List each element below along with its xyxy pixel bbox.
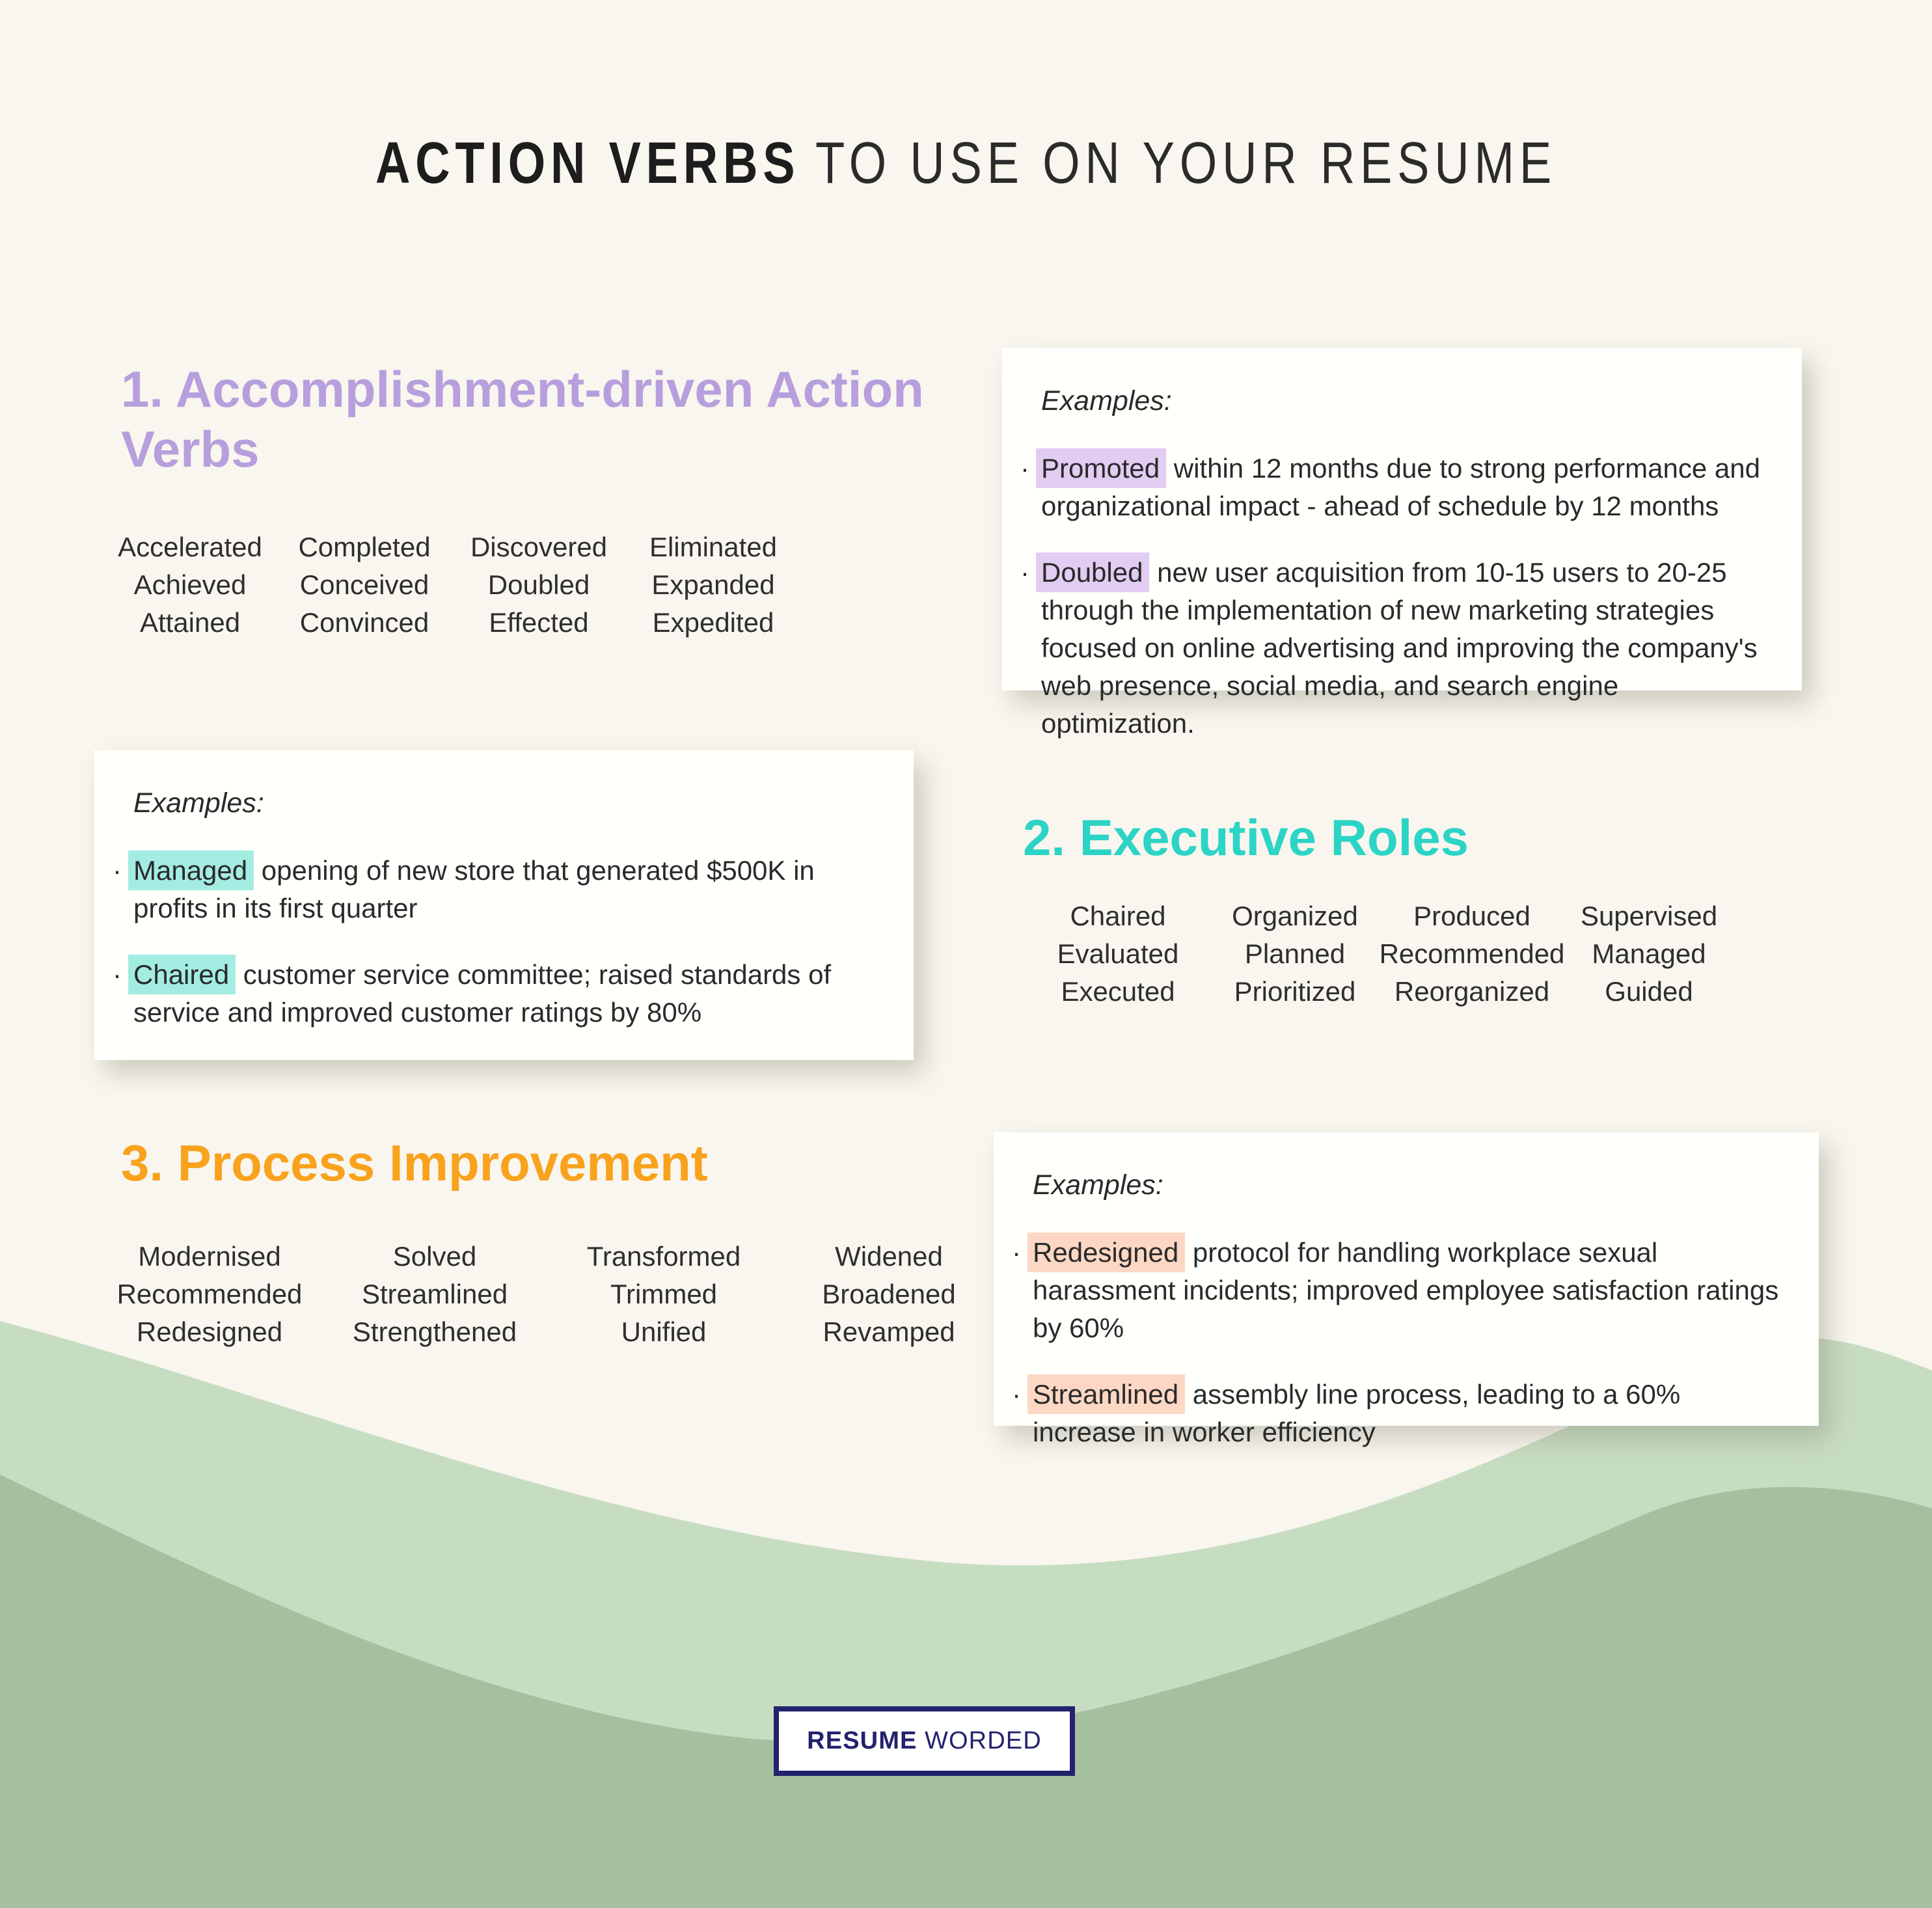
brand-name-light: WORDED <box>924 1727 1042 1754</box>
example-text: new user acquisition from 10-15 users to 20-25 through the implementation of new marketing strategies focused on online advertising and improving the company's web presence, social media, and search engine optimization. <box>1041 557 1758 739</box>
highlighted-verb: Streamlined <box>1027 1374 1185 1414</box>
highlighted-verb: Chaired <box>128 955 236 994</box>
verb: Executed <box>1061 976 1175 1007</box>
highlighted-verb: Managed <box>128 851 254 890</box>
highlighted-verb: Doubled <box>1036 552 1149 592</box>
example-text: protocol for handling workplace sexual harassment incidents; improved employee satisfaction ratings by 60% <box>1033 1237 1779 1343</box>
verb: Accelerated <box>118 532 262 562</box>
verb: Discovered <box>470 532 608 562</box>
examples-label: Examples: <box>1041 385 1172 416</box>
example-bullet <box>1033 1234 1782 1347</box>
example-bullet <box>1041 554 1765 743</box>
verb: Solved <box>392 1241 477 1272</box>
section2-heading-line1: 2. Executive Roles <box>1023 809 1469 866</box>
verb-column <box>549 1238 778 1351</box>
verb: Evaluated <box>1057 938 1179 969</box>
verb-column <box>1206 897 1383 1011</box>
verb: Guided <box>1605 976 1693 1007</box>
verb: Prioritized <box>1234 976 1356 1007</box>
verb: Reorganized <box>1394 976 1550 1007</box>
verb: Unified <box>621 1316 707 1347</box>
brand-name-bold: RESUME <box>807 1727 918 1754</box>
example-bullet <box>1033 1376 1782 1451</box>
verb: Revamped <box>823 1316 955 1347</box>
example-text: within 12 months due to strong performance and organizational impact - ahead of schedule by 12 months <box>1041 453 1760 521</box>
verb: Recommended <box>1379 938 1565 969</box>
verb: Streamlined <box>361 1279 508 1309</box>
verb: Planned <box>1244 938 1346 969</box>
verb: Eliminated <box>649 532 778 562</box>
examples-label: Examples: <box>1033 1169 1163 1201</box>
verb: Strengthened <box>352 1316 517 1347</box>
verb: Redesigned <box>136 1316 283 1347</box>
verb: Produced <box>1413 901 1531 931</box>
verb: Transformed <box>586 1241 741 1272</box>
example-bullet <box>133 956 877 1031</box>
verb: Completed <box>298 532 431 562</box>
examples-card-managed <box>94 750 914 1060</box>
verb: Trimmed <box>610 1279 718 1309</box>
verb-column <box>277 528 452 642</box>
example-text: assembly line process, leading to a 60% increase in worker efficiency <box>1033 1379 1681 1447</box>
verb-column <box>626 528 800 642</box>
section2-verb-grid <box>1029 897 1737 1011</box>
verb-column <box>320 1238 549 1351</box>
verb-column <box>452 528 626 642</box>
verb: Expanded <box>651 569 775 600</box>
example-text: customer service committee; raised standards of service and improved customer ratings by 80% <box>133 959 832 1028</box>
examples-card-process <box>994 1132 1819 1447</box>
verb-column <box>778 1238 1000 1351</box>
verb-column <box>1560 897 1737 1011</box>
verb: Organized <box>1232 901 1358 931</box>
section1-heading-line1: 1. Accomplishment-driven Action <box>121 361 924 418</box>
examples-label: Examples: <box>133 787 264 819</box>
highlighted-verb: Redesigned <box>1027 1233 1185 1272</box>
verb: Recommended <box>116 1279 303 1309</box>
section3-verb-grid <box>99 1238 1000 1351</box>
page-title <box>0 129 1932 197</box>
section3-heading-line1: 3. Process Improvement <box>121 1134 708 1192</box>
verb: Achieved <box>133 569 247 600</box>
verb: Modernised <box>138 1241 281 1272</box>
brand-badge <box>774 1706 1075 1776</box>
example-text: opening of new store that generated $500K in profits in its first quarter <box>133 855 815 923</box>
example-bullet <box>1041 450 1765 525</box>
section1-heading <box>121 359 924 479</box>
section3-heading <box>121 1133 708 1193</box>
verb: Attained <box>139 607 241 638</box>
highlighted-verb: Promoted <box>1036 448 1166 488</box>
verb-column <box>1029 897 1206 1011</box>
verb: Broadened <box>822 1279 956 1309</box>
verb: Effected <box>489 607 589 638</box>
verb: Conceived <box>299 569 429 600</box>
page-title-light: TO USE ON YOUR RESUME <box>815 129 1557 196</box>
section1-verb-grid <box>103 528 800 642</box>
verb: Convinced <box>299 607 429 638</box>
section2-heading <box>1023 808 1469 867</box>
verb-column <box>99 1238 320 1351</box>
example-bullet <box>133 852 877 927</box>
verb: Chaired <box>1070 901 1166 931</box>
verb: Supervised <box>1580 901 1718 931</box>
verb-column <box>103 528 277 642</box>
verb: Expedited <box>652 607 774 638</box>
verb: Managed <box>1592 938 1706 969</box>
verb: Widened <box>835 1241 943 1272</box>
page-title-bold: ACTION VERBS <box>375 129 800 196</box>
examples-card-accomplishment <box>1002 348 1802 739</box>
verb-column <box>1379 897 1565 1011</box>
section1-heading-line2: Verbs <box>121 420 260 478</box>
verb: Doubled <box>487 569 590 600</box>
